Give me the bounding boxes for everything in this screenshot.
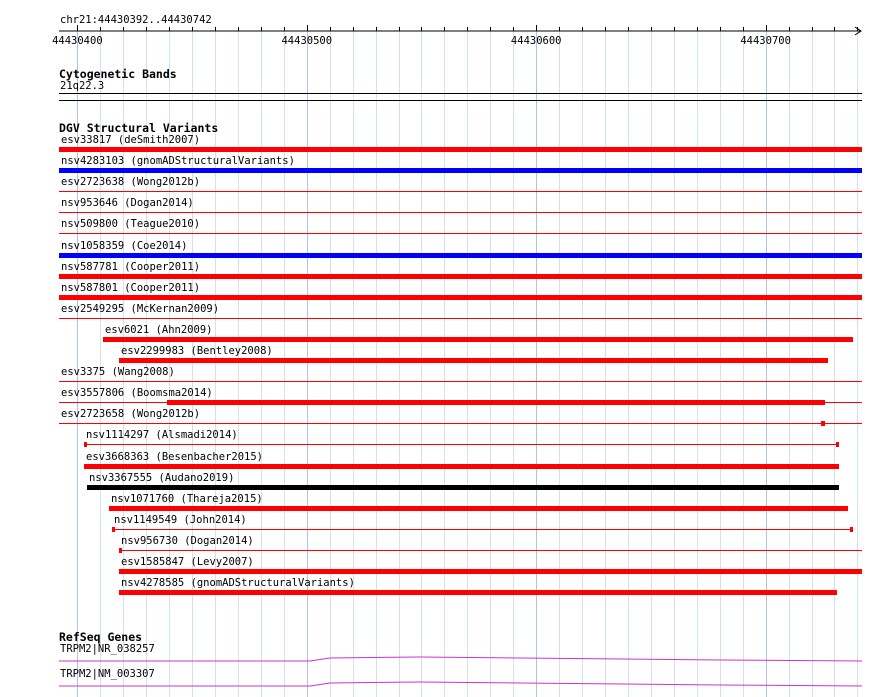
variant-feature — [59, 212, 862, 213]
grid-line — [307, 30, 308, 697]
variant-feature — [59, 191, 862, 192]
grid-line — [467, 30, 468, 697]
variant-label[interactable]: esv3668363 (Besenbacher2015) — [86, 450, 264, 463]
variant-feature — [84, 444, 839, 445]
variant-label[interactable]: esv1585847 (Levy2007) — [121, 556, 254, 568]
ruler-tick-label: 44430600 — [510, 35, 562, 47]
gene-feature[interactable] — [0, 656, 890, 664]
variant-label[interactable]: nsv587801 (Cooper2011) — [61, 281, 201, 294]
position-ruler — [0, 22, 890, 62]
grid-line — [238, 30, 239, 697]
grid-line — [674, 30, 675, 697]
ruler-tick-label: 44430400 — [52, 35, 103, 47]
variant-label[interactable]: esv2299983 (Bentley2008) — [121, 345, 273, 357]
variant-feature — [109, 506, 848, 511]
grid-line — [605, 30, 606, 697]
variant-feature — [59, 168, 862, 173]
variant-feature — [119, 569, 862, 574]
variant-label[interactable]: nsv587781 (Cooper2011) — [61, 260, 201, 273]
variant-feature — [84, 464, 839, 469]
cytoband-bottom-line — [59, 100, 862, 101]
cytoband-top-line — [59, 93, 862, 94]
ruler-tick-label: 44430700 — [740, 35, 791, 47]
grid-line — [284, 30, 285, 697]
grid-line — [421, 30, 422, 697]
region-label: chr21:44430392..44430742 — [60, 14, 212, 26]
variant-feature — [87, 485, 839, 490]
variant-label[interactable]: esv2723658 (Wong2012b) — [61, 408, 201, 421]
variant-label[interactable]: esv33817 (deSmith2007) — [61, 134, 201, 146]
variant-feature — [59, 318, 862, 319]
grid-line — [582, 30, 583, 697]
grid-line — [697, 30, 698, 697]
variant-feature — [59, 295, 862, 300]
variant-label[interactable]: esv2549295 (McKernan2009) — [61, 302, 220, 315]
variant-feature-cap — [84, 442, 87, 447]
variant-label[interactable]: nsv4278585 (gnomADStructuralVariants) — [121, 577, 355, 590]
variant-label[interactable]: nsv3367555 (Audano2019) — [89, 471, 235, 484]
grid-line — [490, 30, 491, 697]
variant-label[interactable]: nsv509800 (Teague2010) — [61, 218, 201, 231]
variant-label[interactable]: esv6021 (Ahn2009) — [105, 323, 213, 336]
variant-label[interactable]: nsv1114297 (Alsmadi2014) — [86, 429, 238, 442]
dgv-track-title[interactable]: DGV Structural Variants — [59, 121, 219, 135]
variant-feature — [59, 274, 862, 279]
gene-feature[interactable] — [0, 681, 890, 689]
grid-line — [536, 30, 537, 697]
cytoband-label: 21q22.3 — [60, 80, 105, 92]
variant-feature — [59, 233, 862, 234]
variant-label[interactable]: nsv4283103 (gnomADStructuralVariants) — [61, 155, 295, 168]
grid-line — [651, 30, 652, 697]
grid-line — [444, 30, 445, 697]
variant-label[interactable]: esv2723638 (Wong2012b) — [61, 176, 201, 189]
grid-line — [513, 30, 514, 697]
variant-feature — [119, 358, 828, 363]
variant-feature-cap — [112, 527, 115, 532]
grid-line — [766, 30, 767, 697]
variant-label[interactable]: esv3375 (Wang2008) — [61, 366, 175, 379]
variant-feature — [119, 550, 862, 551]
variant-feature — [59, 381, 862, 382]
grid-line — [399, 30, 400, 697]
grid-line — [376, 30, 377, 697]
grid-line — [330, 30, 331, 697]
grid-line — [743, 30, 744, 697]
variant-feature-cap — [836, 442, 839, 447]
variant-feature — [59, 423, 862, 424]
variant-feature — [119, 590, 837, 595]
cytoband-track-title[interactable]: Cytogenetic Bands — [59, 67, 177, 81]
grid-line — [628, 30, 629, 697]
variant-feature — [103, 337, 853, 342]
grid-line — [834, 30, 835, 697]
variant-feature-thick — [167, 400, 825, 405]
gene-label[interactable]: TRPM2|NR_038257 — [60, 643, 155, 655]
variant-label[interactable]: esv3557806 (Boomsma2014) — [61, 387, 213, 400]
grid-line — [812, 30, 813, 697]
variant-feature — [59, 253, 862, 258]
grid-line — [789, 30, 790, 697]
refseq-track-title[interactable]: RefSeq Genes — [59, 630, 143, 644]
ruler-tick-label: 44430500 — [281, 35, 333, 47]
variant-feature-thick — [821, 421, 825, 426]
variant-feature — [112, 529, 853, 530]
grid-line — [559, 30, 560, 697]
grid-line — [261, 30, 262, 697]
variant-feature-cap — [850, 527, 853, 532]
variant-label[interactable]: nsv1071760 (Thareja2015) — [111, 492, 263, 505]
grid-line — [720, 30, 721, 697]
gene-label[interactable]: TRPM2|NM_003307 — [60, 667, 155, 680]
variant-label[interactable]: nsv956730 (Dogan2014) — [121, 534, 254, 547]
grid-line — [353, 30, 354, 697]
variant-label[interactable]: nsv953646 (Dogan2014) — [61, 197, 194, 210]
variant-feature-cap — [119, 548, 122, 553]
variant-feature — [59, 147, 862, 152]
variant-label[interactable]: nsv1149549 (John2014) — [114, 513, 247, 526]
variant-label[interactable]: nsv1058359 (Coe2014) — [61, 239, 188, 252]
grid-line — [857, 30, 858, 697]
